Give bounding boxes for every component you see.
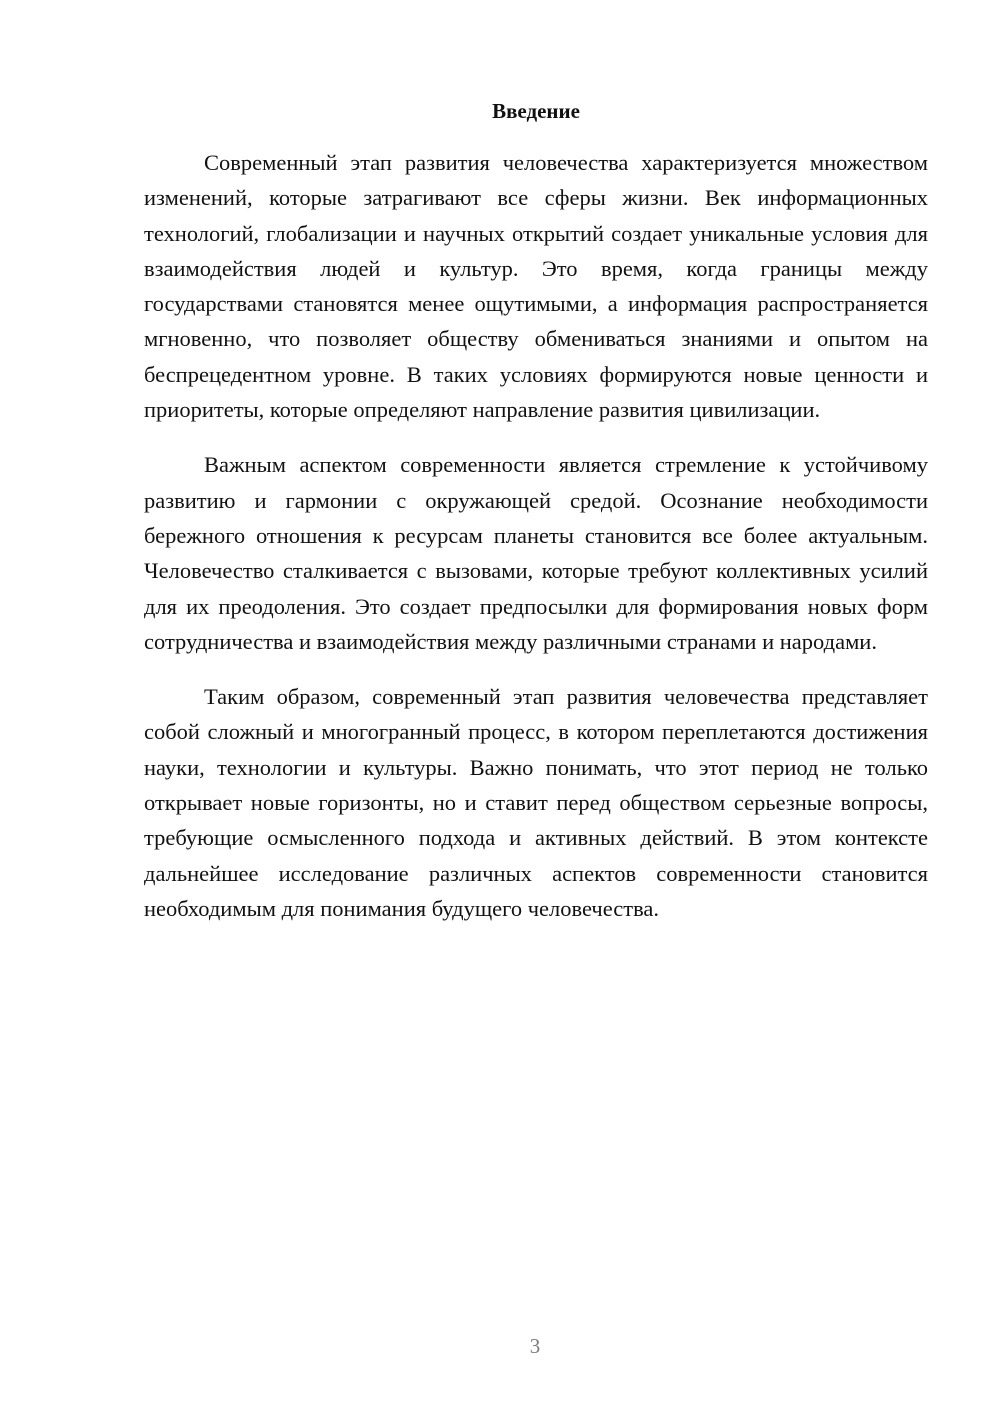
section-title: Введение [492,99,580,123]
paragraph-3: Таким образом, современный этап развития человечества представляет собой сложный и многогранный процесс, в котором переплетаются достижения науки, технологии и культуры. Важно понимать, что этот период не только открывает новые горизонты, но и ставит перед обществом серьезные вопросы, требующие осмысленного подхода и активных действий. В этом контексте дальнейшее исследование различных аспектов современности становится необходимым для понимания будущего человечества. [144,684,928,921]
paragraph-1: Современный этап развития человечества характеризуется множеством изменений, которые затрагивают все сферы жизни. Век информационных технологий, глобализации и научных открытий создает уникальные условия для взаимодействия людей и культур. Это время, когда границы между государствами становятся менее ощутимыми, а информация распространяется мгновенно, что позволяет обществу обмениваться знаниями и опытом на беспрецедентном уровне. В таких условиях формируются новые ценности и приоритеты, которые определяют направление развития цивилизации. [144,150,928,423]
page-number: 3 [529,1334,541,1358]
paragraph-2: Важным аспектом современности является стремление к устойчивому развитию и гармонии с окружающей средой. Осознание необходимости бережного отношения к ресурсам планеты становится все более актуальным. Человечество сталкивается с вызовами, которые требуют коллективных усилий для их преодоления. Это создает предпосылки для формирования новых форм сотрудничества и взаимодействия между различными странами и народами. [144,452,928,654]
page-content [144,96,928,926]
